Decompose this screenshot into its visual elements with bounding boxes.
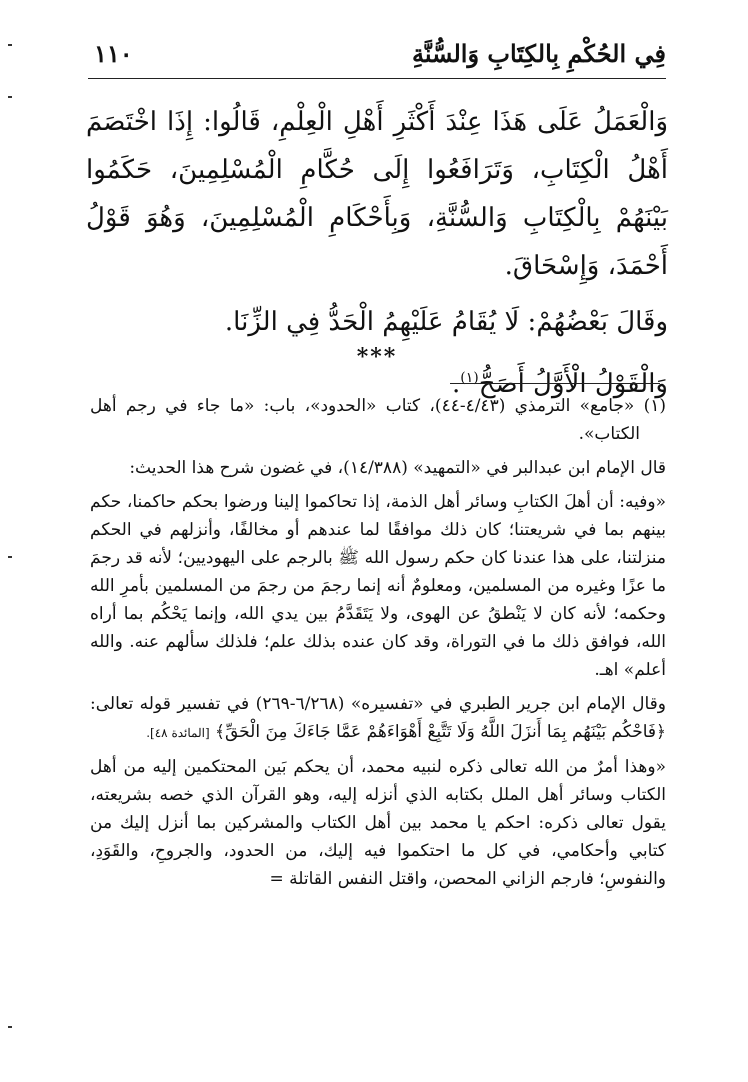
main-paragraph-text: وَالْقَوْلُ الْأَوَّلُ أَصَحُّ [478,369,668,399]
scan-mark [8,1026,12,1028]
verse-reference: [المائدة ٤٨]. [146,726,210,740]
footnote-paragraph: قال الإمام ابن عبدالبر في «التمهيد» (١٤/٣٨٨)، في غضون شرح هذا الحديث: [129,458,666,478]
footnote-rule [450,383,660,384]
footnote-reference[interactable]: (١) [460,370,479,386]
page-number: ١١٠ [94,39,133,68]
footnote-quote: «وفيه: أن أهلَ الكتابِ وسائر أهل الذمة، إذا تحاكموا إلينا ورضوا بحكم حاكمنا، حكم بينهم بما في شريعتنا؛ كان ذلك موافقًا لما عندهم أو مخالفًا، وأنزلهم في الحكم منزلتنا، على هذا عندنا كان حكم رسول الله ﷺ بالرجم على اليهوديين؛ لأنه قد رجمَ ما عزًا وغيره من المسلمين، ومعلومٌ أنه إنما رجمَ من رجمَ من المسلمين بأمرِ الله وحكمه؛ لأنه كان لا يَنْطقُ عن الهوى، ولا يَتَقَدَّمُ بين يدي الله، وإنما يَحْكُم بما أراه الله، فوافق ذلك ما في التوراة، وقد كان عنده بذلك علم؛ فلذلك سألهم عنه. والله أعلم» اهـ. [90,492,666,680]
page-header [88,34,666,79]
footnotes [90,392,666,899]
main-paragraph: وقَالَ بَعْضُهُمْ: لَا يُقَامُ عَلَيْهِمُ الْحَدُّ فِي الزِّنَا. [224,307,668,337]
scan-mark [8,556,12,558]
footnote-item [90,392,666,448]
scan-mark [8,44,12,46]
footnote-marker: (١) [643,396,667,416]
footnote-text: وقال الإمام ابن جرير الطبري في «تفسيره» (٦/٢٦٨-٢٦٩) في تفسير قوله تعالى: ﴿فَاحْكُم بَيْنَهُم بِمَا أَنزَلَ اللَّهُ وَلَا تَتَّبِعْ أَهْوَاءَهُمْ عَمَّا جَاءَكَ مِنَ الْحَقِّ﴾ [90,694,666,742]
main-paragraph-end: . [451,369,461,399]
scan-mark [8,96,12,98]
footnote-paragraph [90,690,666,747]
footnote-quote: «وهذا أمرٌ من الله تعالى ذكره لنبيه محمد، أن يحكم بَين المحتكمين إليه من أهل الكتاب وسائر أهل الملل بكتابه الذي أنزله إليه، وهو القرآن الذي خصه بشريعته، يقول تعالى ذكره: احكم يا محمد بين أهل الكتاب والمشركين بما أنزل إليك من كتابي وأحكامي، في كل ما احتكموا فيه إليك، من الحدود، والجروحِ، والقَوَدِ، والنفوسِ؛ فارجم الزاني المحصن، واقتل النفس القاتلة = [90,757,666,889]
main-paragraph: وَالْعَمَلُ عَلَى هَذَا عِنْدَ أَكْثَرِ أَهْلِ الْعِلْمِ، قَالُوا: إِذَا اخْتَصَمَ أَهْلُ الْكِتَابِ، وَتَرَافَعُوا إِلَى حُكَّامِ الْمُسْلِمِينَ، حَكَمُوا بَيْنَهُمْ بِالْكِتَابِ وَالسُّنَّةِ، وَبِأَحْكَامِ الْمُسْلِمِينَ، وَهُوَ قَوْلُ أَحْمَدَ، وَإِسْحَاقَ. [86,107,668,281]
running-title: فِي الحُكْمِ بِالكِتَابِ وَالسُّنَّةِ [411,39,666,68]
footnote-text: «جامع» الترمذي (٤/٤٣-٤٤)، كتاب «الحدود»، باب: «ما جاء في رجم أهل الكتاب». [90,396,640,444]
section-separator: *** [356,344,398,370]
